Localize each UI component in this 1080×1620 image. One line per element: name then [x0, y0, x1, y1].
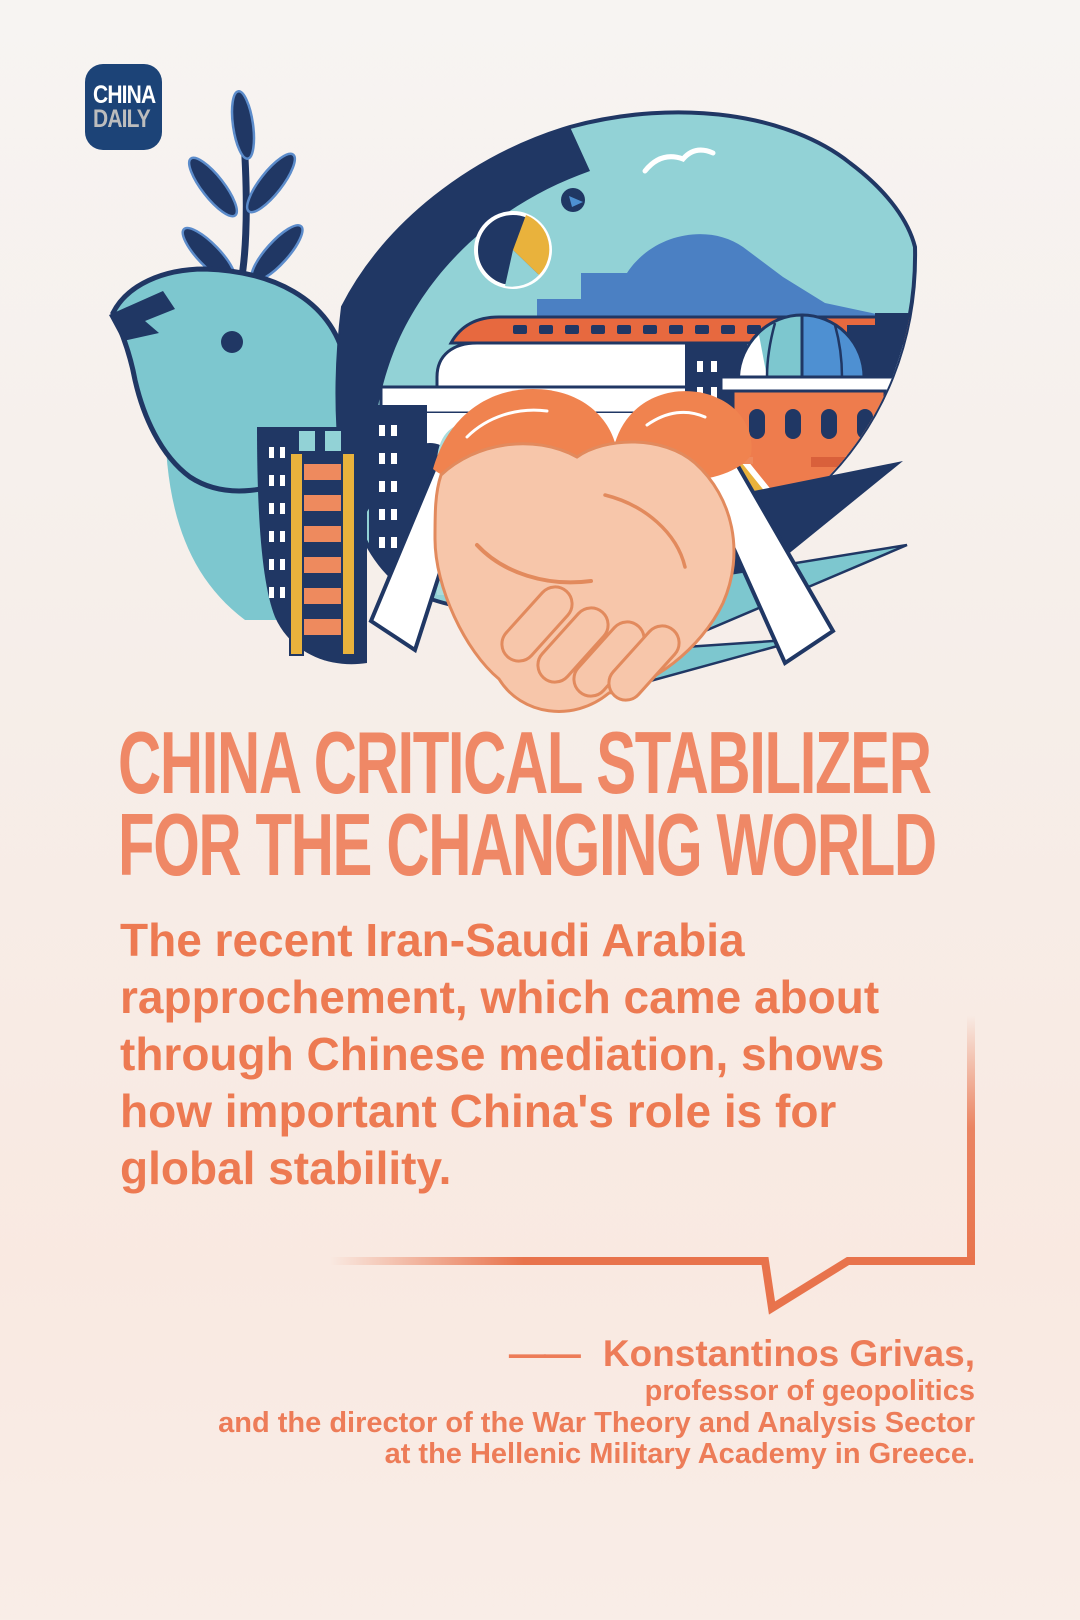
quote-line: rapprochement, which came about	[120, 971, 880, 1023]
quote-line: how important China's role is for	[120, 1085, 837, 1137]
attribution-title: professor of geopolitics	[644, 1375, 975, 1407]
logo-line2: DAILY	[93, 105, 150, 133]
speech-bubble-tail	[330, 1261, 975, 1308]
front-left-buildings	[257, 427, 367, 664]
attribution-name: Konstantinos Grivas,	[602, 1333, 975, 1374]
attribution-title: at the Hellenic Military Academy in Greece.	[384, 1438, 975, 1470]
headline-line-2: FOR THE CHANGING WORLD	[118, 795, 936, 894]
logo-line1: CHINA	[93, 81, 156, 109]
quote-line: global stability.	[120, 1142, 452, 1194]
attribution-name-line	[509, 1332, 975, 1376]
clock-icon	[561, 188, 585, 212]
speech-bubble-outline	[0, 1000, 1080, 1340]
page-title	[118, 713, 1080, 894]
pie-chart-icon	[476, 213, 550, 287]
attribution-dash: ——	[508, 1333, 579, 1374]
attribution-block	[218, 1332, 975, 1471]
dove-eye	[221, 331, 243, 353]
attribution-title: and the director of the War Theory and Analysis Sector	[218, 1406, 975, 1439]
dove-peace-illustration	[85, 75, 925, 725]
quote-line: The recent Iran-Saudi Arabia	[120, 914, 745, 966]
quote-line: through Chinese mediation, shows	[120, 1028, 885, 1080]
headline-line-1: CHINA CRITICAL STABILIZER	[118, 713, 931, 812]
